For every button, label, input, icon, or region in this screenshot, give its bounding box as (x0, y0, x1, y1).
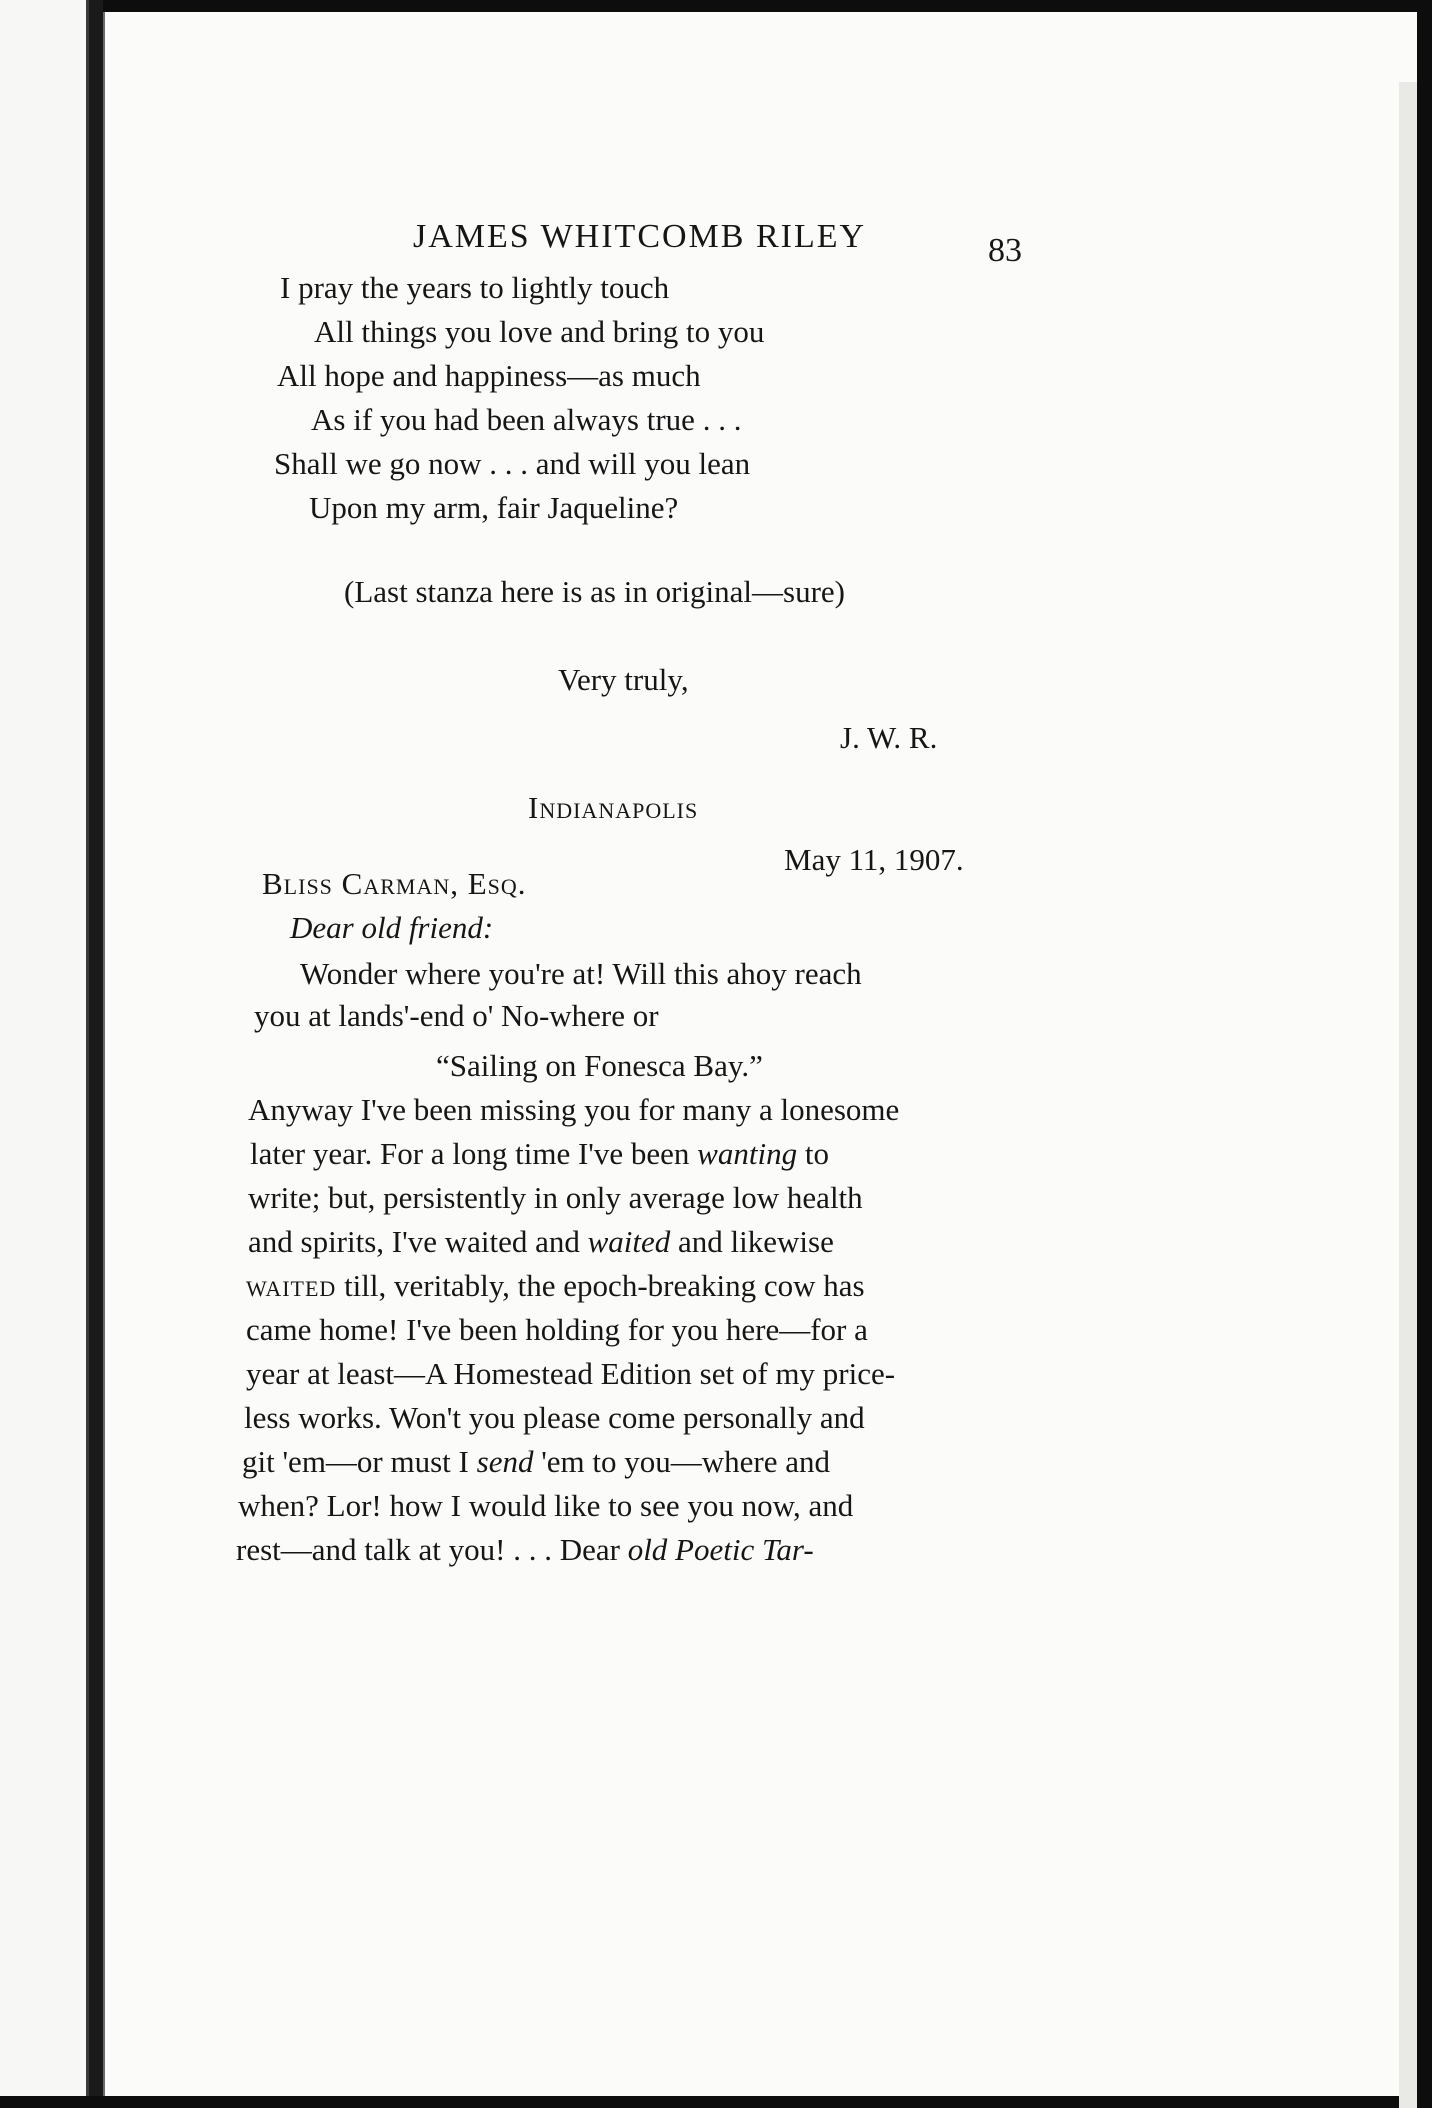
running-title: JAMES WHITCOMB RILEY (413, 218, 867, 255)
left-page-edge (0, 0, 89, 2096)
letter-line: waited till, veritably, the epoch-breaking cow has (246, 1268, 865, 1303)
signature: J. W. R. (840, 720, 938, 755)
letter-line: later year. For a long time I've been wanting to (250, 1136, 829, 1171)
letter-line: came home! I've been holding for you here—for a (246, 1312, 868, 1347)
letter-line: git 'em—or must I send 'em to you—where and (242, 1444, 831, 1479)
letter-recipient: Bliss Carman, Esq. (262, 866, 527, 901)
letter-line: Wonder where you're at! Will this ahoy reach (300, 956, 862, 991)
editorial-note: (Last stanza here is as in original—sure) (344, 574, 845, 609)
letter-line: “Sailing on Fonesca Bay.” (436, 1048, 763, 1083)
letter-line: rest—and talk at you! . . . Dear old Poetic Tar- (236, 1532, 814, 1567)
letter-date: May 11, 1907. (784, 842, 964, 877)
page-number: 83 (988, 232, 1022, 269)
letter-salutation: Dear old friend: (290, 910, 494, 945)
page-edge-shadow (1399, 82, 1417, 2108)
poem-line: All hope and happiness—as much (277, 358, 701, 393)
letter-line: less works. Won't you please come personally and (244, 1400, 865, 1435)
poem-line: All things you love and bring to you (314, 314, 765, 349)
poem-line: Shall we go now . . . and will you lean (274, 446, 751, 481)
letter-line: write; but, persistently in only average low health (248, 1180, 863, 1215)
letter-line: when? Lor! how I would like to see you now, and (238, 1488, 854, 1523)
poem-line: As if you had been always true . . . (311, 402, 742, 437)
closing: Very truly, (558, 662, 689, 697)
letter-line: you at lands'-end o' No-where or (254, 998, 659, 1033)
book-gutter (89, 0, 103, 2096)
poem-line: Upon my arm, fair Jaqueline? (309, 490, 679, 525)
letter-line: and spirits, I've waited and waited and likewise (248, 1224, 834, 1259)
letter-line: Anyway I've been missing you for many a lonesome (248, 1092, 900, 1127)
poem-line: I pray the years to lightly touch (280, 270, 670, 305)
letter-place: Indianapolis (528, 790, 699, 825)
letter-line: year at least—A Homestead Edition set of my price- (246, 1356, 896, 1391)
